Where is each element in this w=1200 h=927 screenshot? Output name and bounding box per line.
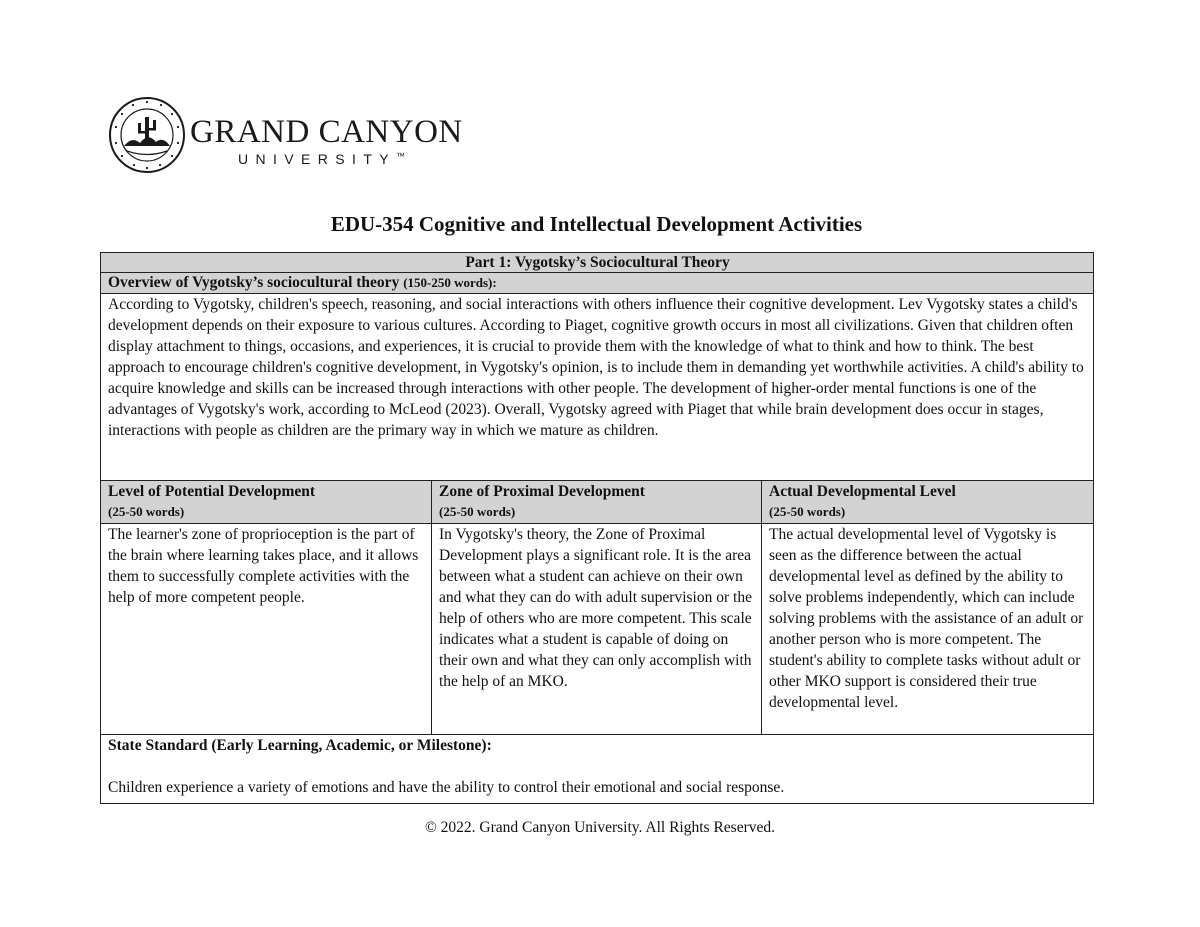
state-standard-row bbox=[101, 735, 1094, 804]
column-word-count: (25-50 words) bbox=[108, 504, 185, 519]
column-heading-potential bbox=[101, 481, 432, 524]
logo-wordmark: GRAND CANYON bbox=[190, 114, 463, 150]
overview-label: Overview of Vygotsky’s sociocultural theory bbox=[108, 274, 400, 291]
actual-level-text: The actual developmental level of Vygotsky is seen as the difference between the actual developmental level as defined by the ability to solve problems independently, which can include solving problems with the assistance of an adult or another person who is more competent. The student's ability to complete tasks without adult or other MKO support is considered their true developmental level. bbox=[762, 524, 1094, 735]
overview-heading-row bbox=[101, 273, 1094, 294]
gcu-logo bbox=[108, 96, 463, 176]
page-title: EDU-354 Cognitive and Intellectual Development Activities bbox=[330, 212, 863, 236]
overview-text: According to Vygotsky, children's speech, reasoning, and social interactions with others influence their cognitive development. Lev Vygotsky states a child's development depends on their exposure to various cultures. According to Piaget, cognitive growth occurs in most all civilizations. Given that children often display attachment to things, occasions, and experiences, it is crucial to provide them with the knowledge of what to think and how to think. The best approach to encourage children's cognitive development, in Vygotsky's opinion, is to include them in demanding yet worthwhile activities. A child's ability to acquire knowledge and skills can be increased through interactions with other people. The development of higher-order mental functions is one of the advantages of Vygotsky's work, according to McLeod (2023). Overall, Vygotsky agreed with Piaget that while brain development does occur in stages, interactions with people as children are the primary way in which we mature as children. bbox=[101, 294, 1094, 481]
zpd-text: In Vygotsky's theory, the Zone of Proximal Development plays a significant role. It is the area between what a student can achieve on their own and what they can do with adult supervision or the help of others who are more competent. This scale indicates what a student is capable of doing on their own and what they can only accomplish with the help of an MKO. bbox=[432, 524, 762, 735]
part-heading-row bbox=[101, 253, 1094, 273]
overview-word-count: (150-250 words): bbox=[403, 275, 497, 290]
state-standard-text: Children experience a variety of emotions and have the ability to control their emotional and social response. bbox=[108, 779, 785, 796]
column-heading-row bbox=[101, 481, 1094, 524]
overview-body-row bbox=[101, 294, 1094, 481]
column-heading-label: Level of Potential Development bbox=[108, 483, 316, 500]
column-word-count: (25-50 words) bbox=[439, 504, 516, 519]
column-heading-actual bbox=[762, 481, 1094, 524]
overview-heading bbox=[101, 273, 1094, 294]
column-body-row bbox=[101, 524, 1094, 735]
column-word-count: (25-50 words) bbox=[769, 504, 846, 519]
state-standard-cell bbox=[101, 735, 1094, 804]
copyright-footer: © 2022. Grand Canyon University. All Rights Reserved. bbox=[424, 819, 775, 836]
part-heading: Part 1: Vygotsky’s Sociocultural Theory bbox=[101, 253, 1094, 273]
logo-subtitle: UNIVERSITY™ bbox=[238, 151, 406, 167]
state-standard-label: State Standard (Early Learning, Academic, or Milestone): bbox=[108, 737, 492, 754]
university-seal-icon bbox=[108, 96, 186, 174]
column-heading-label: Zone of Proximal Development bbox=[439, 483, 645, 500]
potential-development-text: The learner's zone of proprioception is the part of the brain where learning takes place, and it allows them to successfully complete activities with the help of more competent people. bbox=[101, 524, 432, 735]
column-heading-label: Actual Developmental Level bbox=[769, 483, 956, 500]
activity-table bbox=[100, 252, 1094, 804]
column-heading-zpd bbox=[432, 481, 762, 524]
